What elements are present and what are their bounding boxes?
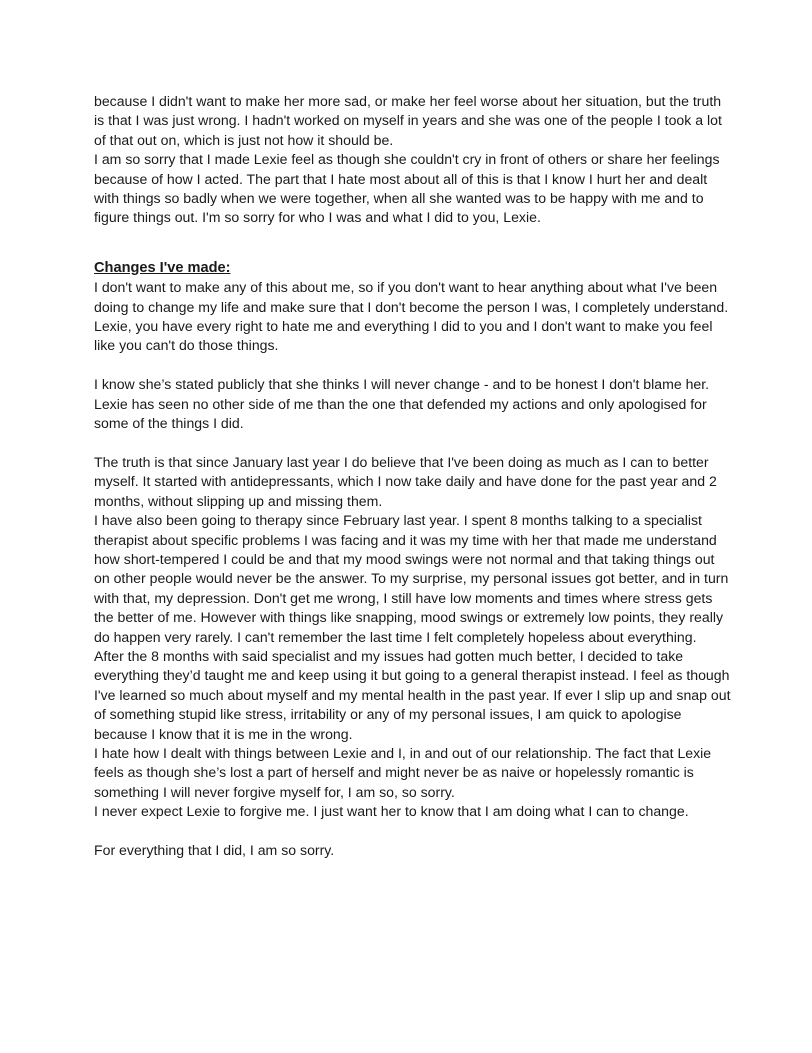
document-body xyxy=(94,92,734,860)
intro-paragraph-2: I am so sorry that I made Lexie feel as though she couldn't cry in front of others or share her feelings because of how I acted. The part that I hate most about all of this is that I know I hurt her and dealt with things so badly when we were together, when all she wanted was to be happy with me and to figure things out. I'm so sorry for who I was and what I did to you, Lexie. xyxy=(94,151,720,226)
section-spacer xyxy=(94,228,734,259)
changes-paragraph-3: The truth is that since January last year I do believe that I've been doing as much as I can to better myself. It started with antidepressants, which I now take daily and have done for the past year and 2 months, without slipping up and missing them. xyxy=(94,453,717,509)
changes-paragraph-4: I have also been going to therapy since February last year. I spent 8 months talking to a specialist therapist about specific problems I was facing and it was my time with her that made me understand how short-tempered I could be and that my mood swings were not normal and that taking things out on other people would never be the answer. To my surprise, my personal issues got better, and in turn with that, my depression. Don't get me wrong, I still have low moments and times where stress gets the better of me. However with things like snapping, mood swings or extremely low points, they really do happen very rarely. I can't remember the last time I felt completely hopeless about everything. xyxy=(94,512,729,645)
changes-paragraph-1: I don't want to make any of this about me, so if you don't want to hear anything about what I've been doing to change my life and make sure that I don't become the person I was, I completely understand. Lexie, you have every right to hate me and everything I did to you and I don't want to make you feel like you can't do those things. xyxy=(94,279,729,354)
paragraph-spacer xyxy=(94,822,734,841)
changes-paragraph-5: After the 8 months with said specialist and my issues had gotten much better, I decided to take everything they’d taught me and keep using it but going to a general therapist instead. I feel as though I've learned so much about myself and my mental health in the past year. If ever I slip up and snap out of something stupid like stress, irritability or any of my personal issues, I am quick to apologise because I know that it is me in the wrong. xyxy=(94,647,731,742)
changes-paragraph-2: I know she’s stated publicly that she thinks I will never change - and to be honest I don't blame her. Lexie has seen no other side of me than the one that defended my actions and only apologised for some of the things I did. xyxy=(94,376,710,432)
changes-paragraph-7: I never expect Lexie to forgive me. I just want her to know that I am doing what I can to change. xyxy=(94,803,689,820)
paragraph-spacer xyxy=(94,356,734,375)
paragraph-spacer xyxy=(94,433,734,452)
changes-paragraph-6: I hate how I dealt with things between Lexie and I, in and out of our relationship. The fact that Lexie feels as though she’s lost a part of herself and might never be as naive or hopelessly romantic is something I will never forgive myself for, I am so, so sorry. xyxy=(94,744,712,800)
intro-paragraph-1: because I didn't want to make her more sad, or make her feel worse about her situation, but the truth is that I was just wrong. I hadn't worked on myself in years and she was one of the people I took a lot of that out on, which is just not how it should be. xyxy=(94,93,722,148)
closing-line: For everything that I did, I am so sorry. xyxy=(94,841,335,858)
changes-heading: Changes I've made: xyxy=(94,259,231,276)
